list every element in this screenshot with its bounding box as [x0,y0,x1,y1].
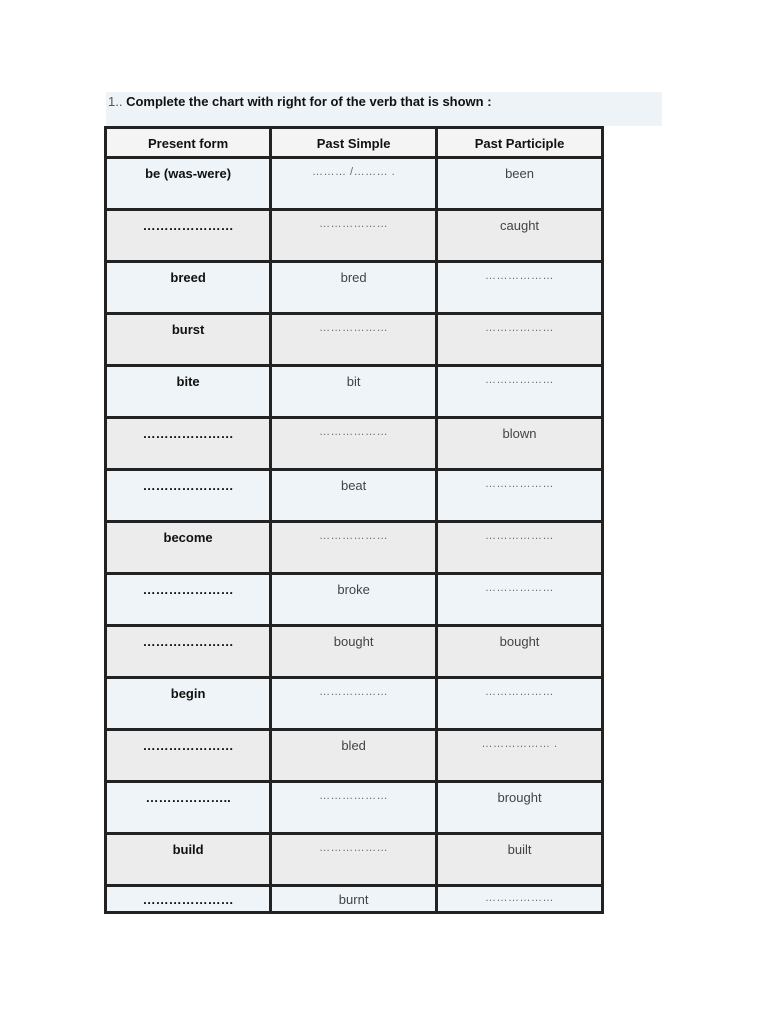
table-row [106,366,602,417]
cell-past-simple: ……………… [271,782,436,833]
table-header-row [106,128,602,157]
table-row [106,470,602,521]
cell-present-form: be (was-were) [106,158,270,209]
table-row [106,834,602,885]
cell-past-simple: ……………… [271,834,436,885]
verb-chart-table [104,126,604,914]
cell-present-form: breed [106,262,270,313]
cell-past-participle: bought [437,626,602,677]
table-row [106,782,602,833]
table-row [106,210,602,261]
cell-present-form: bite [106,366,270,417]
table-row [106,262,602,313]
cell-present-form: ………………… [106,626,270,677]
cell-past-participle: ……………… [437,262,602,313]
cell-present-form: become [106,522,270,573]
cell-past-participle: ……………… [437,522,602,573]
cell-past-simple: bit [271,366,436,417]
table-row [106,418,602,469]
cell-past-simple: broke [271,574,436,625]
cell-present-form: ………………… [106,886,270,912]
cell-past-simple: burnt [271,886,436,912]
cell-past-simple: ……………… [271,678,436,729]
cell-past-simple: ……… /……… . [271,158,436,209]
cell-past-participle: blown [437,418,602,469]
cell-past-participle: ……………… [437,314,602,365]
header-past-simple: Past Simple [271,128,436,157]
table-row [106,886,602,912]
instruction [106,92,662,126]
table-row [106,314,602,365]
cell-past-participle: ……………… [437,678,602,729]
table-row [106,626,602,677]
cell-present-form: ………………… [106,730,270,781]
cell-past-simple: bled [271,730,436,781]
cell-present-form: burst [106,314,270,365]
cell-past-participle: ……………… [437,574,602,625]
cell-past-simple: bred [271,262,436,313]
cell-past-participle: caught [437,210,602,261]
instruction-number: 1.. [108,94,123,109]
cell-past-simple: ……………… [271,314,436,365]
cell-present-form: ………………… [106,574,270,625]
cell-past-participle: ……………… [437,366,602,417]
cell-past-participle: been [437,158,602,209]
table-row [106,574,602,625]
cell-past-participle: ……………… . [437,730,602,781]
table-row [106,158,602,209]
cell-present-form: ………………… [106,418,270,469]
cell-past-simple: ……………… [271,418,436,469]
cell-past-participle: brought [437,782,602,833]
header-present-form: Present form [106,128,270,157]
instruction-text: Complete the chart with right for of the verb that is shown : [126,94,492,109]
cell-past-participle: built [437,834,602,885]
table-row [106,678,602,729]
cell-past-simple: ……………… [271,210,436,261]
cell-past-simple: ……………… [271,522,436,573]
cell-past-participle: ……………… [437,470,602,521]
cell-present-form: build [106,834,270,885]
table-row [106,522,602,573]
header-past-participle: Past Participle [437,128,602,157]
cell-past-simple: bought [271,626,436,677]
cell-present-form: ………………… [106,470,270,521]
cell-present-form: ………………… [106,210,270,261]
cell-present-form: begin [106,678,270,729]
cell-present-form: ……………….. [106,782,270,833]
cell-past-participle: ……………… [437,886,602,912]
table-row [106,730,602,781]
cell-past-simple: beat [271,470,436,521]
table-body [106,158,602,912]
